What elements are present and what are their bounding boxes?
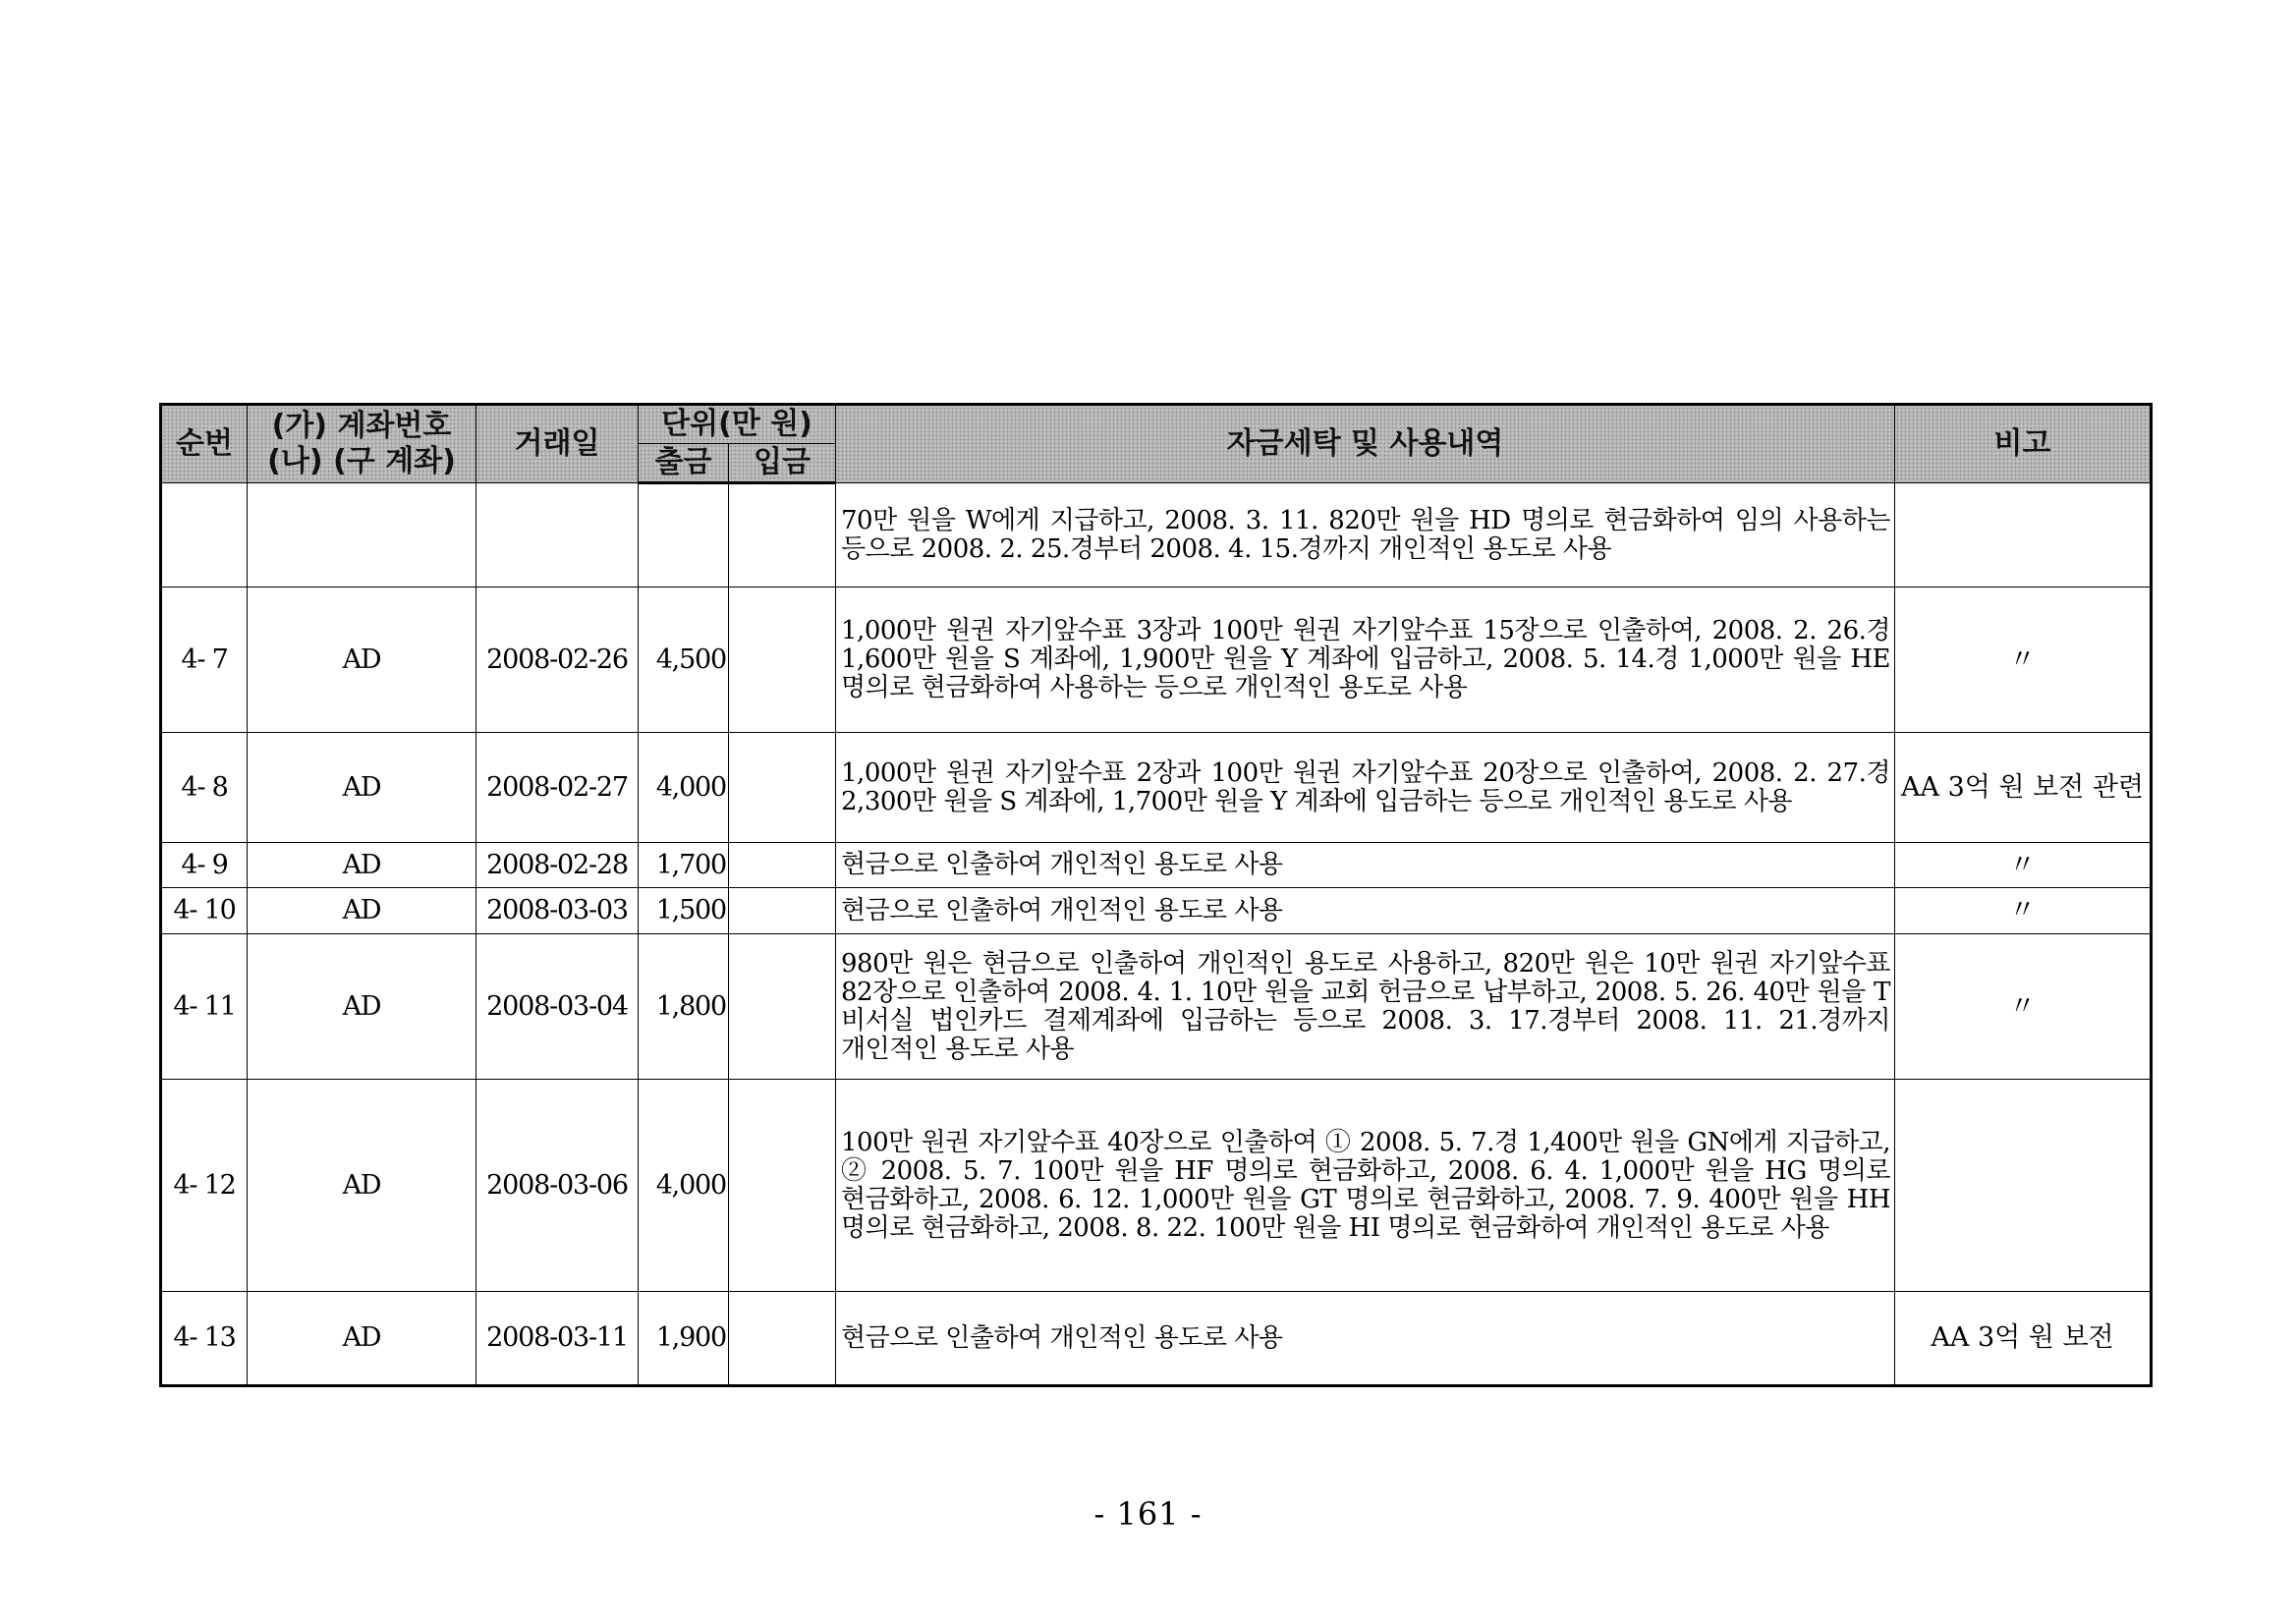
cell-deposit bbox=[729, 733, 836, 843]
cell-remarks: AA 3억 원 보전 bbox=[1895, 1292, 2152, 1386]
header-date: 거래일 bbox=[476, 405, 639, 483]
table-row bbox=[161, 733, 2152, 843]
cell-seq: 4- 13 bbox=[161, 1292, 248, 1386]
cell-remarks: 〃 bbox=[1895, 934, 2152, 1080]
cell-deposit bbox=[729, 483, 836, 588]
cell-withdrawal: 4,500 bbox=[639, 588, 729, 733]
cell-remarks bbox=[1895, 1080, 2152, 1292]
cell-description: 1,000만 원권 자기앞수표 3장과 100만 원권 자기앞수표 15장으로 인출하여, 2008. 2. 26.경 1,600만 원을 S 계좌에, 1,900만 원을 Y 계좌에 입금하고, 2008. 5. 14.경 1,000만 원을 HE 명의로 현금화하여 사용하는 등으로 개인적인 용도로 사용 bbox=[836, 588, 1895, 733]
cell-withdrawal: 1,700 bbox=[639, 843, 729, 888]
cell-date: 2008-03-04 bbox=[476, 934, 639, 1080]
table-row bbox=[161, 1080, 2152, 1292]
cell-date: 2008-03-03 bbox=[476, 888, 639, 934]
table-body bbox=[161, 483, 2152, 1386]
header-remarks: 비고 bbox=[1895, 405, 2152, 483]
cell-account: AD bbox=[248, 934, 476, 1080]
cell-description: 100만 원권 자기앞수표 40장으로 인출하여 ① 2008. 5. 7.경 1,400만 원을 GN에게 지급하고, ② 2008. 5. 7. 100만 원을 HF 명의로 현금화하고, 2008. 6. 4. 1,000만 원을 HG 명의로 현금화하고, 2008. 6. 12. 1,000만 원을 GT 명의로 현금화하고, 2008. 7. 9. 400만 원을 HH 명의로 현금화하고, 2008. 8. 22. 100만 원을 HI 명의로 현금화하여 개인적인 용도로 사용 bbox=[836, 1080, 1895, 1292]
cell-date bbox=[476, 483, 639, 588]
table-header bbox=[161, 405, 2152, 483]
cell-withdrawal: 1,800 bbox=[639, 934, 729, 1080]
cell-account: AD bbox=[248, 733, 476, 843]
header-account bbox=[248, 405, 476, 483]
cell-deposit bbox=[729, 1292, 836, 1386]
cell-withdrawal bbox=[639, 483, 729, 588]
cell-seq: 4- 8 bbox=[161, 733, 248, 843]
cell-date: 2008-03-06 bbox=[476, 1080, 639, 1292]
cell-deposit bbox=[729, 888, 836, 934]
cell-deposit bbox=[729, 843, 836, 888]
header-deposit: 입금 bbox=[729, 444, 836, 483]
cell-seq: 4- 10 bbox=[161, 888, 248, 934]
cell-remarks: 〃 bbox=[1895, 588, 2152, 733]
cell-account: AD bbox=[248, 1080, 476, 1292]
cell-withdrawal: 4,000 bbox=[639, 733, 729, 843]
header-withdrawal: 출금 bbox=[639, 444, 729, 483]
cell-description: 현금으로 인출하여 개인적인 용도로 사용 bbox=[836, 1292, 1895, 1386]
table-row bbox=[161, 483, 2152, 588]
cell-seq: 4- 9 bbox=[161, 843, 248, 888]
cell-withdrawal: 1,900 bbox=[639, 1292, 729, 1386]
cell-description: 현금으로 인출하여 개인적인 용도로 사용 bbox=[836, 888, 1895, 934]
transaction-table bbox=[159, 403, 2153, 1387]
header-description: 자금세탁 및 사용내역 bbox=[836, 405, 1895, 483]
cell-withdrawal: 4,000 bbox=[639, 1080, 729, 1292]
cell-remarks: 〃 bbox=[1895, 843, 2152, 888]
cell-remarks: AA 3억 원 보전 관련 bbox=[1895, 733, 2152, 843]
cell-description: 현금으로 인출하여 개인적인 용도로 사용 bbox=[836, 843, 1895, 888]
table-row bbox=[161, 588, 2152, 733]
cell-seq: 4- 7 bbox=[161, 588, 248, 733]
cell-deposit bbox=[729, 1080, 836, 1292]
cell-date: 2008-02-27 bbox=[476, 733, 639, 843]
header-unit: 단위(만 원) bbox=[639, 405, 836, 444]
cell-date: 2008-03-11 bbox=[476, 1292, 639, 1386]
cell-seq: 4- 12 bbox=[161, 1080, 248, 1292]
cell-account: AD bbox=[248, 588, 476, 733]
cell-remarks: 〃 bbox=[1895, 888, 2152, 934]
cell-remarks bbox=[1895, 483, 2152, 588]
cell-account: AD bbox=[248, 843, 476, 888]
cell-withdrawal: 1,500 bbox=[639, 888, 729, 934]
cell-description: 70만 원을 W에게 지급하고, 2008. 3. 11. 820만 원을 HD 명의로 현금화하여 임의 사용하는 등으로 2008. 2. 25.경부터 2008. 4. 15.경까지 개인적인 용도로 사용 bbox=[836, 483, 1895, 588]
cell-deposit bbox=[729, 588, 836, 733]
cell-description: 980만 원은 현금으로 인출하여 개인적인 용도로 사용하고, 820만 원은 10만 원권 자기앞수표 82장으로 인출하여 2008. 4. 1. 10만 원을 교회 헌금으로 납부하고, 2008. 5. 26. 40만 원을 T 비서실 법인카드 결제계좌에 입금하는 등으로 2008. 3. 17.경부터 2008. 11. 21.경까지 개인적인 용도로 사용 bbox=[836, 934, 1895, 1080]
table-row bbox=[161, 1292, 2152, 1386]
header-account-line2: (나) (구 계좌) bbox=[267, 444, 456, 478]
cell-seq: 4- 11 bbox=[161, 934, 248, 1080]
cell-account: AD bbox=[248, 888, 476, 934]
cell-account bbox=[248, 483, 476, 588]
cell-seq bbox=[161, 483, 248, 588]
cell-date: 2008-02-26 bbox=[476, 588, 639, 733]
header-account-line1: (가) 계좌번호 bbox=[271, 409, 452, 443]
cell-account: AD bbox=[248, 1292, 476, 1386]
cell-deposit bbox=[729, 934, 836, 1080]
table-row bbox=[161, 888, 2152, 934]
header-seq: 순번 bbox=[161, 405, 248, 483]
page-number: - 161 - bbox=[1093, 1495, 1203, 1533]
cell-description: 1,000만 원권 자기앞수표 2장과 100만 원권 자기앞수표 20장으로 인출하여, 2008. 2. 27.경 2,300만 원을 S 계좌에, 1,700만 원을 Y 계좌에 입금하는 등으로 개인적인 용도로 사용 bbox=[836, 733, 1895, 843]
table-row bbox=[161, 843, 2152, 888]
table-row bbox=[161, 934, 2152, 1080]
cell-date: 2008-02-28 bbox=[476, 843, 639, 888]
